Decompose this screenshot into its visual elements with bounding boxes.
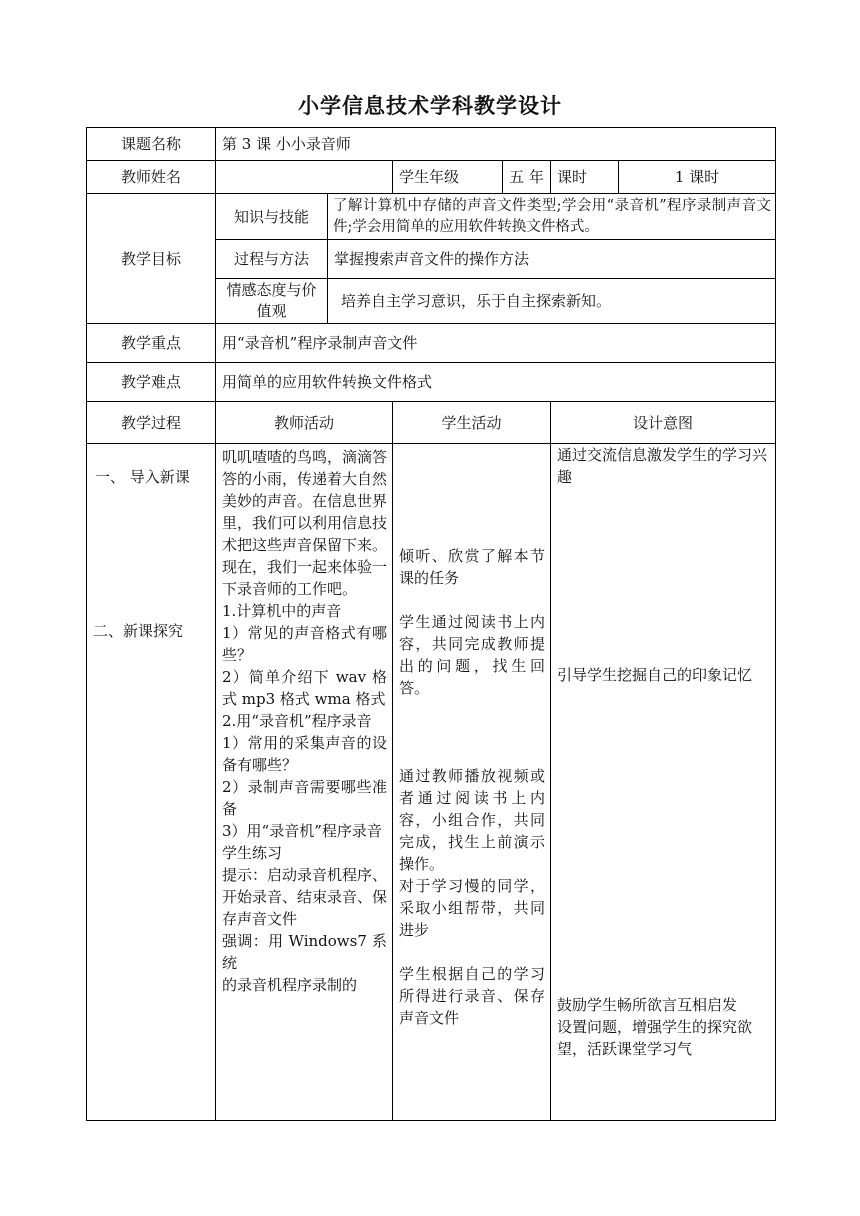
lesson-plan-table	[86, 127, 776, 1121]
teacher-line: 1.计算机中的声音	[222, 602, 342, 620]
topic-value: 第 3 课 小小录音师	[216, 128, 776, 161]
teacher-line: 3）用“录音机”程序录音	[222, 822, 382, 840]
teacher-line: 1）常用的采集声音的设备有哪些？	[222, 734, 387, 774]
goals-label: 教学目标	[87, 194, 216, 324]
student-activity-cell	[393, 444, 551, 1121]
intent-line: 鼓励学生畅所欲言互相启发	[557, 996, 738, 1014]
student-line: 对于学习慢的同学，采取小组帮带，共同进步	[399, 877, 545, 939]
student-line: 通过教师播放视频或者通过阅读书上内容，小组合作，共同完成，找生上前演示操作。	[399, 767, 545, 873]
goal-text-attitude: 培养自主学习意识，乐于自主探索新知。	[328, 279, 776, 324]
stage-intro: 一、 导入新课	[95, 468, 190, 486]
key-point-label: 教学重点	[87, 324, 216, 363]
teacher-line: 的录音机程序录制的	[222, 976, 358, 994]
teacher-row	[87, 161, 776, 194]
period-value: 1 课时	[619, 161, 776, 194]
design-intent-cell	[551, 444, 776, 1121]
teacher-activity-header: 教师活动	[216, 402, 393, 444]
teacher-line: 1）常见的声音格式有哪些？	[222, 624, 387, 664]
goal-label-process: 过程与方法	[216, 240, 328, 279]
teacher-name-value	[216, 161, 393, 194]
goal-label-attitude: 情感态度与价值观	[216, 279, 328, 324]
period-label: 课时	[551, 161, 619, 194]
difficulty-label: 教学难点	[87, 363, 216, 402]
goal-row-knowledge	[87, 194, 776, 240]
student-line: 倾听、欣赏了解本节课的任务	[399, 547, 545, 587]
teacher-line: 2.用“录音机”程序录音	[222, 712, 372, 730]
intent-line: 引导学生挖掘自己的印象记忆	[557, 666, 753, 684]
key-point-row	[87, 324, 776, 363]
intent-line: 通过交流信息激发学生的学习兴趣	[557, 446, 768, 486]
process-label: 教学过程	[87, 402, 216, 444]
intent-line: 设置问题，增强学生的探究欲望，活跃课堂学习气	[557, 1018, 753, 1058]
student-line: 学生通过阅读书上内容，共同完成教师提出的问题，找生回答。	[399, 613, 545, 697]
teacher-line: 叽叽喳喳的鸟鸣，滴滴答答的小雨，传递着大自然美妙的声音。在信息世界里，我们可以利用信息技术把这些声音保留下来。现在，我们一起来体验一下录音师的工作吧。	[222, 448, 388, 598]
document-title: 小学信息技术学科教学设计	[298, 94, 562, 118]
teacher-line: 2）录制声音需要哪些准备	[222, 778, 387, 818]
grade-label: 学生年级	[393, 161, 503, 194]
process-content-row	[87, 444, 776, 1121]
teacher-label: 教师姓名	[87, 161, 216, 194]
teacher-line: 强调：用 Windows7 系统	[222, 932, 387, 972]
design-intent-header: 设计意图	[551, 402, 776, 444]
goal-text-knowledge: 了解计算机中存储的声音文件类型;学会用“录音机”程序录制声音文件;学会用简单的应用软件转换文件格式。	[328, 194, 776, 240]
topic-row	[87, 128, 776, 161]
grade-value: 五 年	[503, 161, 551, 194]
teacher-line: 2）简单介绍下 wav 格式 mp3 格式 wma 格式	[222, 668, 387, 708]
key-point-value: 用“录音机”程序录制声音文件	[216, 324, 776, 363]
teacher-activity-cell	[216, 444, 393, 1121]
difficulty-row	[87, 363, 776, 402]
teacher-line: 提示：启动录音机程序、开始录音、结束录音、保存声音文件	[222, 866, 388, 928]
student-activity-header: 学生活动	[393, 402, 551, 444]
topic-label: 课题名称	[87, 128, 216, 161]
stage-explore: 二、新课探究	[93, 622, 184, 640]
goal-text-process: 掌握搜索声音文件的操作方法	[328, 240, 776, 279]
goal-label-knowledge: 知识与技能	[216, 194, 328, 240]
teacher-line: 学生练习	[222, 844, 283, 862]
process-header-row	[87, 402, 776, 444]
difficulty-value: 用简单的应用软件转换文件格式	[216, 363, 776, 402]
stage-cell	[87, 444, 216, 1121]
student-line: 学生根据自己的学习所得进行录音、保存声音文件	[399, 965, 545, 1027]
